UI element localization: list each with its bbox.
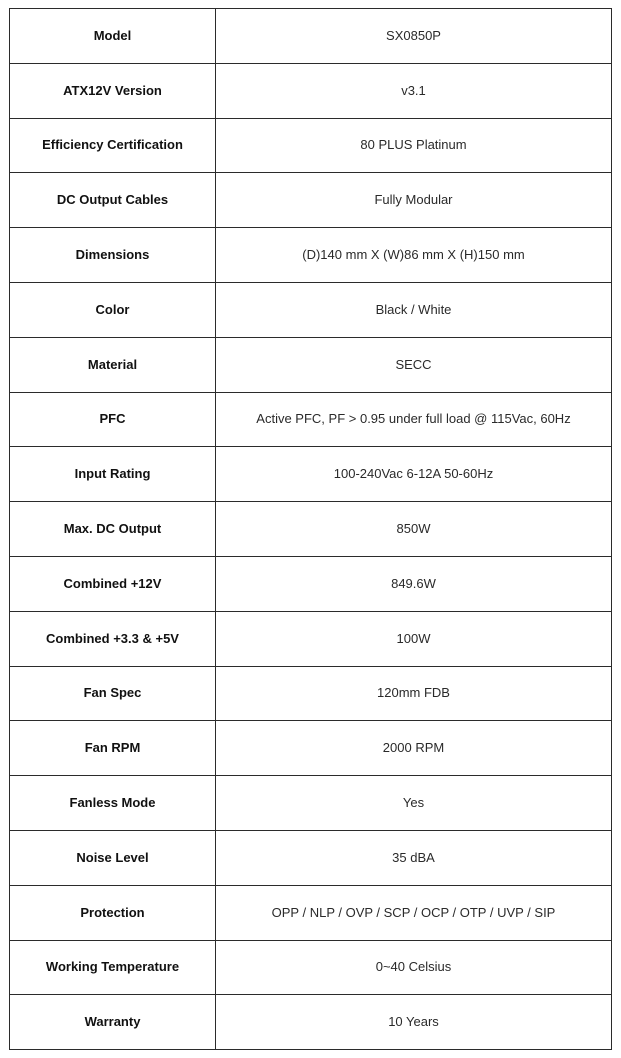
table-row xyxy=(10,666,612,721)
spec-value: 100-240Vac 6-12A 50-60Hz xyxy=(216,447,612,502)
table-row xyxy=(10,228,612,283)
table-row xyxy=(10,940,612,995)
spec-value: Black / White xyxy=(216,282,612,337)
table-row xyxy=(10,173,612,228)
table-row xyxy=(10,611,612,666)
spec-label: Input Rating xyxy=(10,447,216,502)
spec-label: Fan Spec xyxy=(10,666,216,721)
spec-table xyxy=(9,8,612,1050)
spec-label: Combined +3.3 & +5V xyxy=(10,611,216,666)
spec-label: Fan RPM xyxy=(10,721,216,776)
table-row xyxy=(10,721,612,776)
spec-label: Protection xyxy=(10,885,216,940)
spec-value: 80 PLUS Platinum xyxy=(216,118,612,173)
table-row xyxy=(10,447,612,502)
spec-label: Combined +12V xyxy=(10,556,216,611)
spec-value: 10 Years xyxy=(216,995,612,1050)
spec-value: SX0850P xyxy=(216,9,612,64)
table-row xyxy=(10,885,612,940)
table-row xyxy=(10,9,612,64)
spec-value: (D)140 mm X (W)86 mm X (H)150 mm xyxy=(216,228,612,283)
table-row xyxy=(10,502,612,557)
spec-value: Fully Modular xyxy=(216,173,612,228)
spec-table-body xyxy=(10,9,612,1050)
table-row xyxy=(10,776,612,831)
spec-value: Yes xyxy=(216,776,612,831)
spec-value: Active PFC, PF > 0.95 under full load @ 115Vac, 60Hz xyxy=(216,392,612,447)
table-row xyxy=(10,118,612,173)
spec-label: Working Temperature xyxy=(10,940,216,995)
table-row xyxy=(10,282,612,337)
table-row xyxy=(10,63,612,118)
table-row xyxy=(10,995,612,1050)
spec-value: 100W xyxy=(216,611,612,666)
spec-label: Efficiency Certification xyxy=(10,118,216,173)
spec-label: PFC xyxy=(10,392,216,447)
spec-value: 35 dBA xyxy=(216,830,612,885)
spec-label: Noise Level xyxy=(10,830,216,885)
spec-value: OPP / NLP / OVP / SCP / OCP / OTP / UVP / SIP xyxy=(216,885,612,940)
spec-label: Warranty xyxy=(10,995,216,1050)
spec-value: v3.1 xyxy=(216,63,612,118)
spec-label: Max. DC Output xyxy=(10,502,216,557)
table-row xyxy=(10,337,612,392)
spec-value: 0~40 Celsius xyxy=(216,940,612,995)
table-row xyxy=(10,830,612,885)
spec-label: Fanless Mode xyxy=(10,776,216,831)
spec-label: Material xyxy=(10,337,216,392)
spec-label: ATX12V Version xyxy=(10,63,216,118)
spec-value: 120mm FDB xyxy=(216,666,612,721)
spec-value: 2000 RPM xyxy=(216,721,612,776)
spec-value: 849.6W xyxy=(216,556,612,611)
spec-label: DC Output Cables xyxy=(10,173,216,228)
spec-label: Dimensions xyxy=(10,228,216,283)
spec-label: Model xyxy=(10,9,216,64)
table-row xyxy=(10,556,612,611)
spec-value: SECC xyxy=(216,337,612,392)
table-row xyxy=(10,392,612,447)
spec-label: Color xyxy=(10,282,216,337)
spec-value: 850W xyxy=(216,502,612,557)
